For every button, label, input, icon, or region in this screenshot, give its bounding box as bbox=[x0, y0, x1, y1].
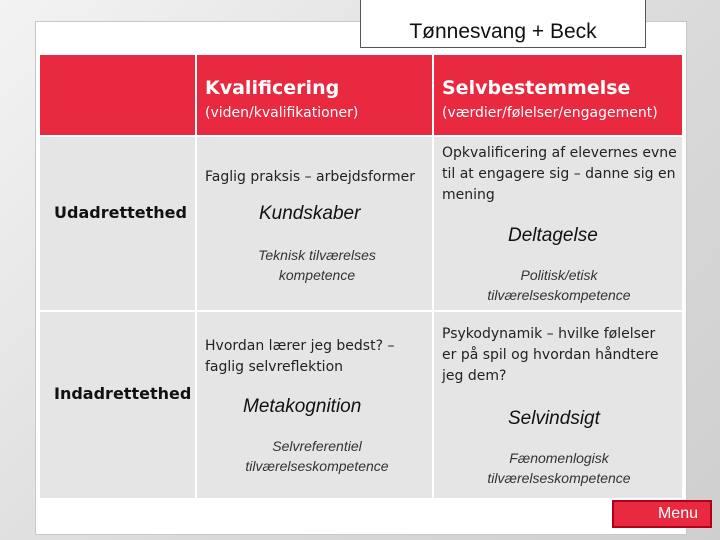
column-subtitle: (viden/kvalifikationer) bbox=[205, 105, 359, 121]
cell-description: Opkvalificering af elevernes evne til at engagere sig – danne sig en mening bbox=[442, 145, 677, 203]
cell-keyword: Metakognition bbox=[243, 396, 362, 417]
row-label: Indadrettethed bbox=[54, 384, 192, 403]
title-box bbox=[360, 0, 646, 48]
row-label: Udadrettethed bbox=[54, 203, 187, 222]
corner-cell bbox=[40, 55, 195, 135]
cell-keyword: Selvindsigt bbox=[508, 408, 600, 429]
column-header-selvbestemmelse bbox=[434, 55, 682, 135]
cell-competence: Teknisk tilværelses kompetence bbox=[258, 247, 376, 283]
cell-keyword: Kundskaber bbox=[259, 203, 361, 224]
cell-metakognition bbox=[197, 312, 432, 498]
menu-button[interactable] bbox=[612, 500, 712, 528]
cell-description: Faglig praksis – arbejdsformer bbox=[205, 169, 415, 185]
arrow-right-icon bbox=[618, 505, 632, 523]
cell-keyword: Deltagelse bbox=[508, 225, 598, 246]
cell-competence: Politisk/etisk tilværelseskompetence bbox=[487, 267, 631, 303]
column-subtitle: (værdier/følelser/engagement) bbox=[442, 105, 658, 121]
cell-competence: Fænomenlogisk tilværelseskompetence bbox=[487, 450, 631, 486]
cell-competence: Selvreferentiel tilværelseskompetence bbox=[245, 438, 389, 474]
cell-description: Hvordan lærer jeg bedst? – faglig selvreflektion bbox=[205, 338, 395, 375]
column-header-kvalificering bbox=[197, 55, 432, 135]
menu-button-label: Menu bbox=[657, 505, 698, 522]
row-header-indadrettethed bbox=[40, 312, 195, 498]
column-title: Kvalificering bbox=[205, 77, 340, 99]
cell-kundskaber bbox=[197, 137, 432, 310]
column-title: Selvbestemmelse bbox=[442, 77, 631, 99]
row-header-udadrettethed bbox=[40, 137, 195, 310]
cell-deltagelse bbox=[434, 137, 682, 310]
cell-selvindsigt bbox=[434, 312, 682, 498]
page-title: Tønnesvang + Beck bbox=[409, 20, 597, 43]
cell-description: Psykodynamik – hvilke følelser er på spil og hvordan håndtere jeg dem? bbox=[442, 326, 659, 384]
